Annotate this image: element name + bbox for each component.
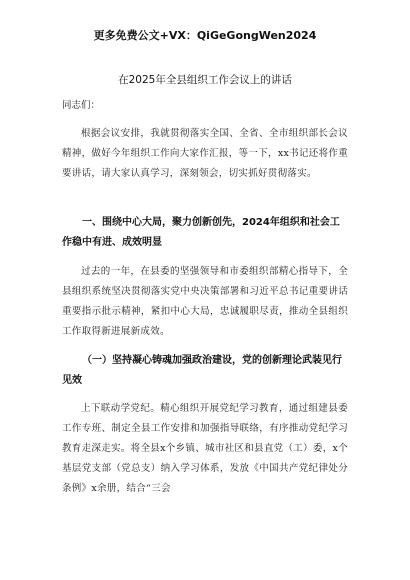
section-heading-1: 一、围绕中心大局，聚力创新创先，2024年组织和社会工作稳中有进、成效明显 [62,217,340,248]
salutation: 同志们： [62,100,101,111]
subsection-heading-1: （一）坚持凝心铸魂加强政治建设，党的创新理论武装见行见效 [62,355,342,386]
paragraph-1: 根据会议安排，我就贯彻落实全国、全省、全市组织部长会议精神，做好今年组织工作向大家作汇报，等一下，xx书记还将作重要讲话，请大家认真学习，深刻领会，切实抓好贯彻落实。 [62,128,348,179]
paragraph-3: 上下联动学党纪。精心组织开展党纪学习教育，通过组建县委工作专班、制定全县工作安排和加强指导联络，有序推动党纪学习教育走深走实。将全县x个乡镇、城市社区和县直党（工）委，x个基层党支部（党总支）纳入学习体系，发放《中国共产党纪律处分条例》x余册，结合“三会 [62,403,348,494]
paragraph-2: 过去的一年，在县委的坚强领导和市委组织部精心指导下，全县组织系统坚决贯彻落实党中央决策部署和习近平总书记重要讲话重要指示批示精神，紧扣中心大局，忠诚履职尽责，推动全县组织工作取得新进展新成效。 [62,266,348,337]
header-watermark: 更多免费公文+VX：QiGeGongWen2024 [93,29,317,42]
document-title: 在2025年全县组织工作会议上的讲话 [118,74,292,86]
